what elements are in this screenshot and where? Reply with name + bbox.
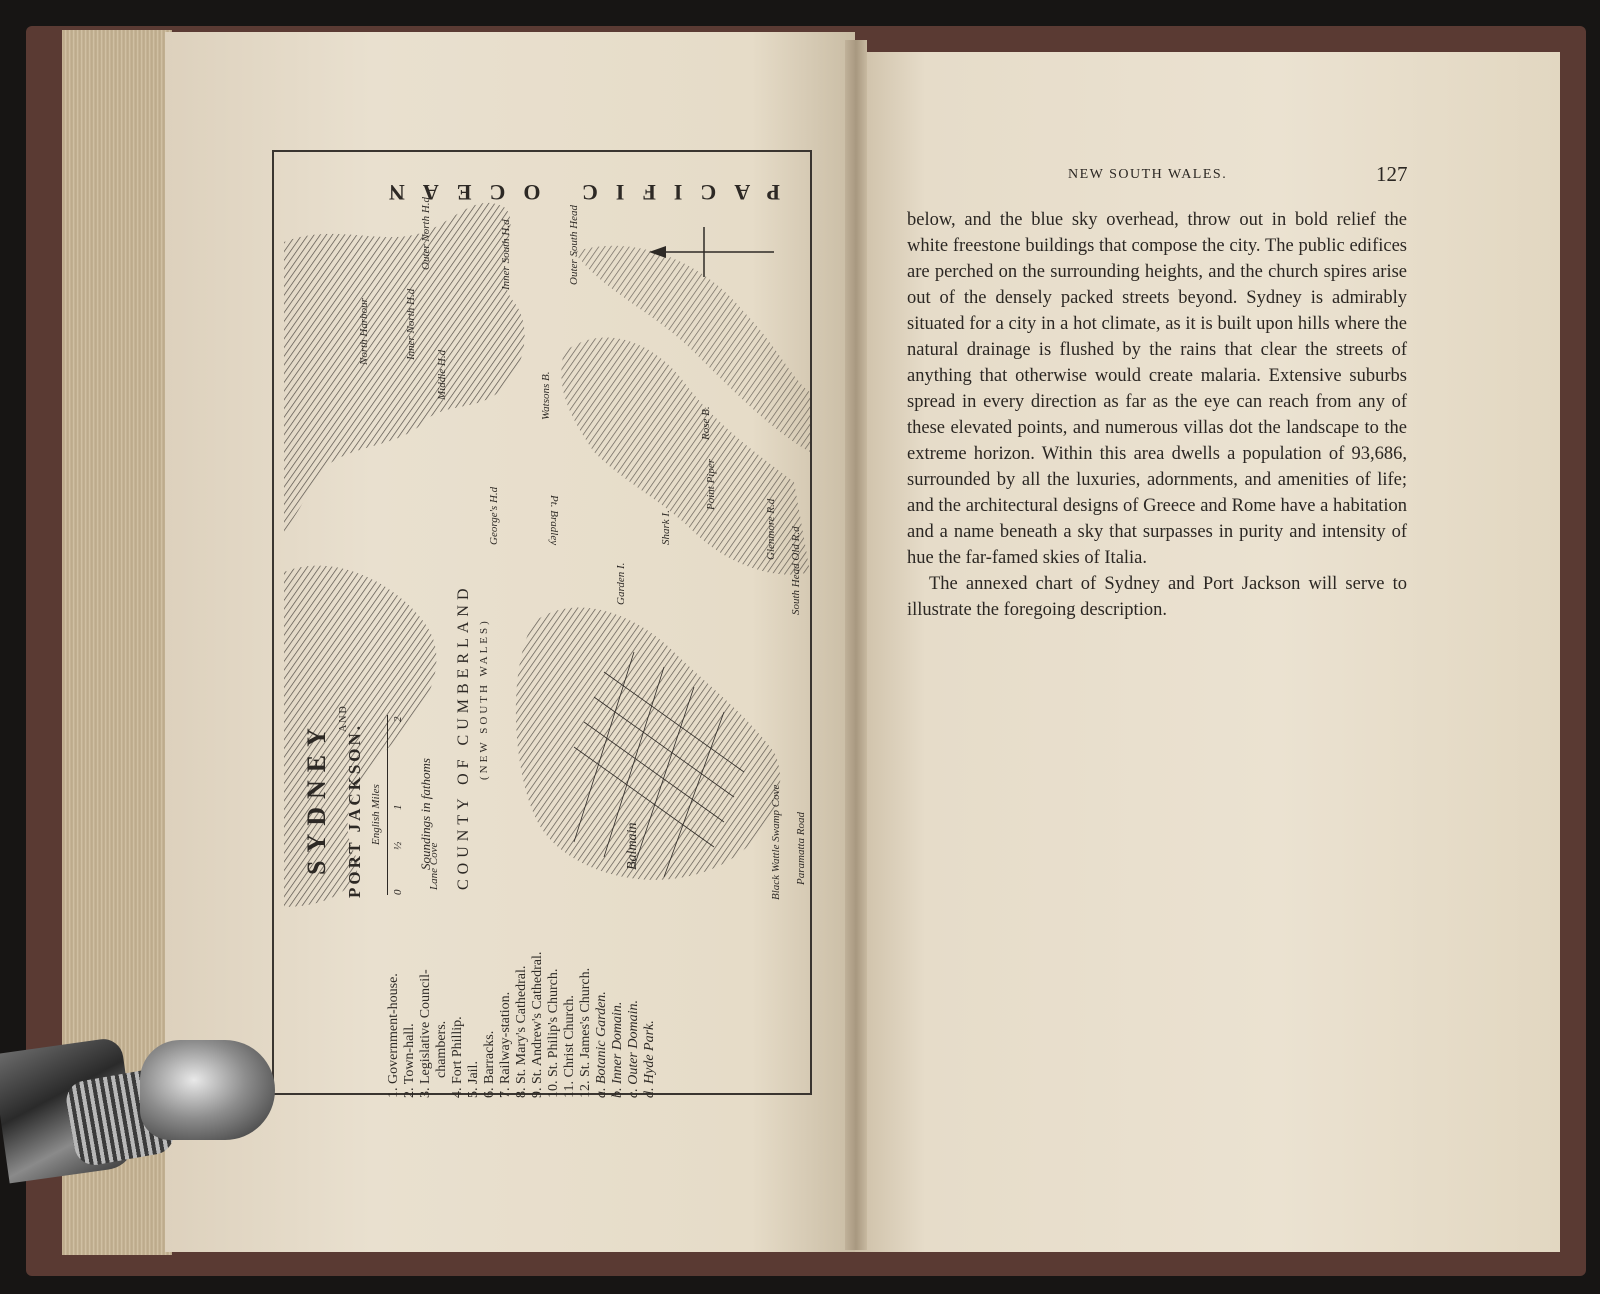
legend-item: 3. Legislative Council- bbox=[418, 969, 433, 1098]
region-label: (NEW SOUTH WALES) bbox=[478, 618, 490, 780]
map-subtitle: PORT JACKSON. bbox=[345, 722, 364, 898]
scale-tick-0: 0 bbox=[392, 889, 404, 895]
scale-label: English Miles bbox=[370, 784, 382, 845]
legend-item: a. Botanic Garden. bbox=[594, 991, 609, 1098]
legend-item: 12. St. James's Church. bbox=[578, 967, 593, 1098]
place-point-piper: Point Piper bbox=[705, 458, 717, 510]
place-middle-head: Middle H.d bbox=[436, 349, 448, 400]
map-title: SYDNEY bbox=[302, 720, 331, 875]
scale-tick-half: ½ bbox=[392, 841, 404, 850]
map-and: AND bbox=[338, 704, 349, 732]
place-black-wattle: Black Wattle Swamp Cove bbox=[770, 784, 782, 900]
place-balmain: Balmain bbox=[625, 822, 640, 870]
paragraph: The annexed chart of Sydney and Port Jackson will serve to illustrate the foregoing description. bbox=[907, 574, 1407, 620]
place-garden-island: Garden I. bbox=[615, 562, 627, 605]
ocean-label: PACIFIC OCEAN bbox=[371, 180, 780, 205]
legend-item: 6. Barracks. bbox=[482, 1030, 497, 1098]
legend-item: 5. Jail. bbox=[466, 1061, 481, 1098]
legend-item: 2. Town-hall. bbox=[402, 1023, 417, 1098]
legend-item: chambers. bbox=[434, 1020, 449, 1078]
place-shark-island: Shark I. bbox=[660, 510, 672, 545]
legend-item: 7. Railway-station. bbox=[498, 991, 513, 1098]
scale-tick-1: 1 bbox=[392, 804, 404, 810]
place-inner-north-head: Inner North H.d bbox=[405, 288, 417, 360]
legend-item: d. Hyde Park. bbox=[642, 1020, 657, 1098]
legend-item: 8. St. Mary's Cathedral. bbox=[514, 965, 529, 1098]
place-rose-bay: Rose B. bbox=[700, 406, 712, 440]
place-pt-bradley: Pt. Bradley bbox=[548, 495, 560, 546]
scale-tick-2: 2 bbox=[392, 716, 404, 722]
legend-item: b. Inner Domain. bbox=[610, 1001, 625, 1098]
place-glenmore-road: Glenmore R.d bbox=[765, 498, 777, 560]
legend-item: 4. Fort Phillip. bbox=[450, 1016, 465, 1098]
place-inner-south-head: Inner South H.d bbox=[500, 219, 512, 290]
place-georges-head: George's H.d bbox=[488, 486, 500, 545]
running-head: NEW SOUTH WALES. bbox=[1068, 167, 1228, 182]
body-text bbox=[907, 207, 1407, 623]
place-north-harbour: North Harbour bbox=[358, 298, 370, 365]
legend-item: 10. St. Philip's Church. bbox=[546, 968, 561, 1098]
place-lane-cove: Lane Cove bbox=[428, 842, 440, 890]
scale-bar bbox=[387, 715, 389, 895]
north-headland bbox=[284, 203, 525, 532]
place-watsons-bay: Watsons B. bbox=[540, 371, 552, 420]
book-gutter bbox=[845, 40, 867, 1250]
soundings-label: Soundings in fathoms bbox=[418, 758, 433, 870]
place-south-head-road: South Head Old R.d bbox=[790, 526, 802, 615]
paragraph: below, and the blue sky overhead, throw out in bold relief the white freestone buildings that compose the city. The public edifices are perched on the surrounding heights, and the church spires arise out of the densely packed streets beyond. Sydney is admirably situated for a city in a hot climate, as it is built upon hills where the natural drainage is flushed by the rains that clear the streets of anything that otherwise would create malaria. Extensive suburbs spread in every direction as far as the eye can reach from any of these elevated points, and numerous villas dot the landscape to the extreme horizon. Within this area dwells a population of 93,686, surrounded by all the luxuries, adornments, and amenities of life; and the architectural designs of Greece and Rome have a habitation and a name beneath a sky that surpasses in purity and intensity of hue the far-famed skies of Italia. bbox=[907, 210, 1407, 568]
hand-bookmark-icon bbox=[140, 1040, 275, 1140]
legend-item: c. Outer Domain. bbox=[626, 1000, 641, 1098]
map-legend bbox=[386, 952, 658, 1098]
place-paramatta-road: Paramatta Road bbox=[795, 811, 807, 885]
place-outer-south-head: Outer South Head bbox=[568, 204, 580, 285]
legend-item: 9. St. Andrew's Cathedral. bbox=[530, 951, 545, 1098]
legend-item: 1. Government-house. bbox=[386, 973, 401, 1098]
page-number: 127 bbox=[1376, 162, 1408, 186]
place-outer-north-head: Outer North H.d bbox=[420, 196, 432, 270]
city-peninsula bbox=[516, 608, 780, 880]
county-label: COUNTY OF CUMBERLAND bbox=[455, 583, 472, 890]
legend-item: 11. Christ Church. bbox=[562, 995, 577, 1098]
